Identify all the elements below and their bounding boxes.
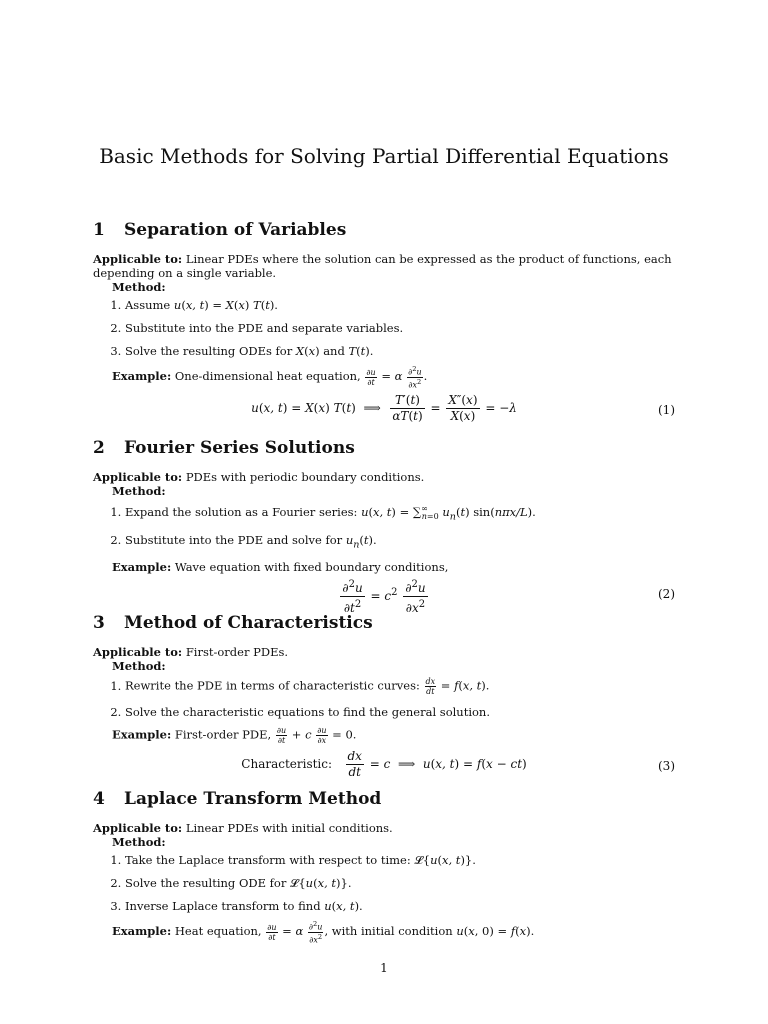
- list-item: 2. Substitute into the PDE and solve for $u_n(t)$.: [125, 533, 675, 552]
- applicable-paragraph: Applicable to: First-order PDEs.: [93, 645, 289, 659]
- list-item: 1. Take the Laplace transform with respect to time: 𝓛{u(x, t)}.: [125, 853, 675, 867]
- section-heading: 4 Laplace Transform Method: [93, 789, 382, 809]
- page-number: 1: [380, 961, 388, 975]
- equation-number: (3): [658, 759, 675, 773]
- equation-1: u(x, t) = X(x) T(t) ⟹ $\frac{T'(t)}{\alpha T(t)}$ = $\frac{X''(x)}{X(x)}$ = −λ (1): [251, 393, 675, 424]
- list-item: 3. Inverse Laplace transform to find u(x, t).: [125, 899, 675, 913]
- section-heading: 2 Fourier Series Solutions: [93, 438, 355, 458]
- equation-number: (1): [658, 403, 675, 418]
- section-fourier-series: [93, 438, 675, 616]
- list-item: 3. Solve the resulting ODEs for X(x) and T(t).: [125, 344, 675, 358]
- example-paragraph: Example: One-dimensional heat equation, $\frac{\partial u}{\partial t}$ = α $\frac{\partial^2u}{\partial x^2}$ .: [112, 365, 428, 390]
- method-label: Method:: [112, 484, 166, 498]
- applicable-paragraph: Applicable to: PDEs with periodic boundary conditions.: [93, 470, 425, 484]
- example-paragraph: Example: Heat equation, $\frac{\partial u}{\partial t}$ = α $\frac{\partial^2u}{\partial x^2}$ , with initial condition u(x, 0) = f(x).: [112, 920, 535, 945]
- list-item: 2. Solve the characteristic equations to find the general solution.: [125, 705, 675, 719]
- method-label: Method:: [112, 659, 166, 673]
- list-item: 2. Solve the resulting ODE for 𝓛{u(x, t)}.: [125, 876, 675, 890]
- list-item: 1. Assume u(x, t) = X(x) T(t).: [125, 298, 675, 312]
- page-title: Basic Methods for Solving Partial Differential Equations: [99, 144, 669, 169]
- applicable-paragraph: Applicable to: Linear PDEs with initial conditions.: [93, 821, 393, 835]
- method-label: Method:: [112, 280, 166, 294]
- equation-2: $\frac{\partial^2u}{\partial t^2}$ = $c^2$ $\frac{\partial^2u}{\partial x^2}$ (2): [342, 579, 675, 616]
- section-separation-of-variables: [93, 220, 675, 429]
- method-steps: [93, 298, 675, 358]
- applicable-paragraph: Applicable to: Linear PDEs where the solution can be expressed as the product of functions, each depending on a single variable.: [93, 252, 672, 280]
- method-steps: [93, 677, 675, 719]
- method-steps: [93, 853, 675, 913]
- method-steps: [93, 502, 675, 552]
- section-heading: 1 Separation of Variables: [93, 220, 347, 240]
- section-heading: 3 Method of Characteristics: [93, 613, 373, 633]
- equation-3: Characteristic: $\frac{dx}{dt}$ = c ⟹ u(x, t) = f(x − ct) (3): [241, 749, 675, 779]
- list-item: 1. Expand the solution as a Fourier series: u(x, $t) = \sum^\infty_{n=0}$ $u_n(t)$ sin(nπx/L).: [125, 502, 675, 524]
- section-method-of-characteristics: [93, 613, 675, 785]
- example-paragraph: Example: Wave equation with fixed boundary conditions,: [112, 560, 449, 575]
- list-item: 1. Rewrite the PDE in terms of characteristic curves: $\frac{dx}{dt}$ = f(x, t).: [125, 677, 675, 696]
- method-label: Method:: [112, 835, 166, 849]
- section-laplace-transform: [93, 789, 675, 944]
- list-item: 2. Substitute into the PDE and separate variables.: [125, 321, 675, 335]
- equation-number: (2): [658, 587, 675, 602]
- example-paragraph: Example: First-order PDE, $\frac{\partial u}{\partial t}$ + c $\frac{\partial u}{\partial x}$ = 0.: [112, 726, 357, 745]
